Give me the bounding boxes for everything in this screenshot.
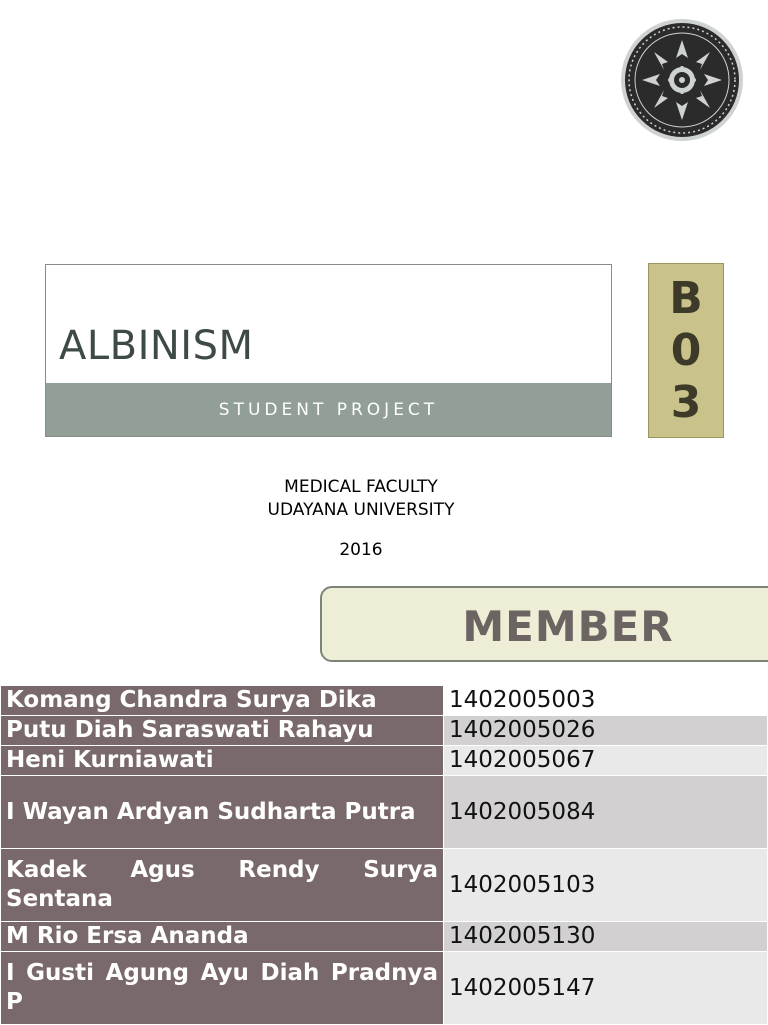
title-box [45,264,612,437]
member-name: I Wayan Ardyan Sudharta Putra [1,776,444,849]
member-heading: MEMBER [462,602,674,651]
group-code-char: 0 [670,324,702,376]
member-nim: 1402005067 [444,746,768,776]
group-code-char: 3 [670,376,702,428]
member-name: Komang Chandra Surya Dika [1,686,444,716]
group-code-box [648,263,724,438]
page-title: ALBINISM [59,323,254,369]
university-line: UDAYANA UNIVERSITY [267,500,455,520]
table-row [1,922,768,952]
member-nim: 1402005003 [444,686,768,716]
subtitle-bar [46,383,611,436]
member-name: Kadek Agus Rendy Surya Sentana [1,849,444,922]
member-nim: 1402005147 [444,952,768,1025]
member-name: I Gusti Agung Ayu Diah Pradnya P [1,952,444,1025]
table-row [1,952,768,1025]
university-seal-logo [620,18,744,142]
member-nim: 1402005026 [444,716,768,746]
table-row [1,776,768,849]
table-row [1,716,768,746]
members-table [0,685,768,1025]
member-name: Putu Diah Saraswati Rahayu [1,716,444,746]
faculty-line: MEDICAL FACULTY [284,477,438,497]
member-nim: 1402005084 [444,776,768,849]
subtitle-text: STUDENT PROJECT [218,399,439,420]
member-heading-box [320,586,768,662]
group-code-char: B [669,272,703,324]
member-name: Heni Kurniawati [1,746,444,776]
table-row [1,746,768,776]
table-row [1,686,768,716]
member-nim: 1402005130 [444,922,768,952]
member-name: M Rio Ersa Ananda [1,922,444,952]
member-nim: 1402005103 [444,849,768,922]
table-row [1,849,768,922]
year-line: 2016 [339,540,383,560]
